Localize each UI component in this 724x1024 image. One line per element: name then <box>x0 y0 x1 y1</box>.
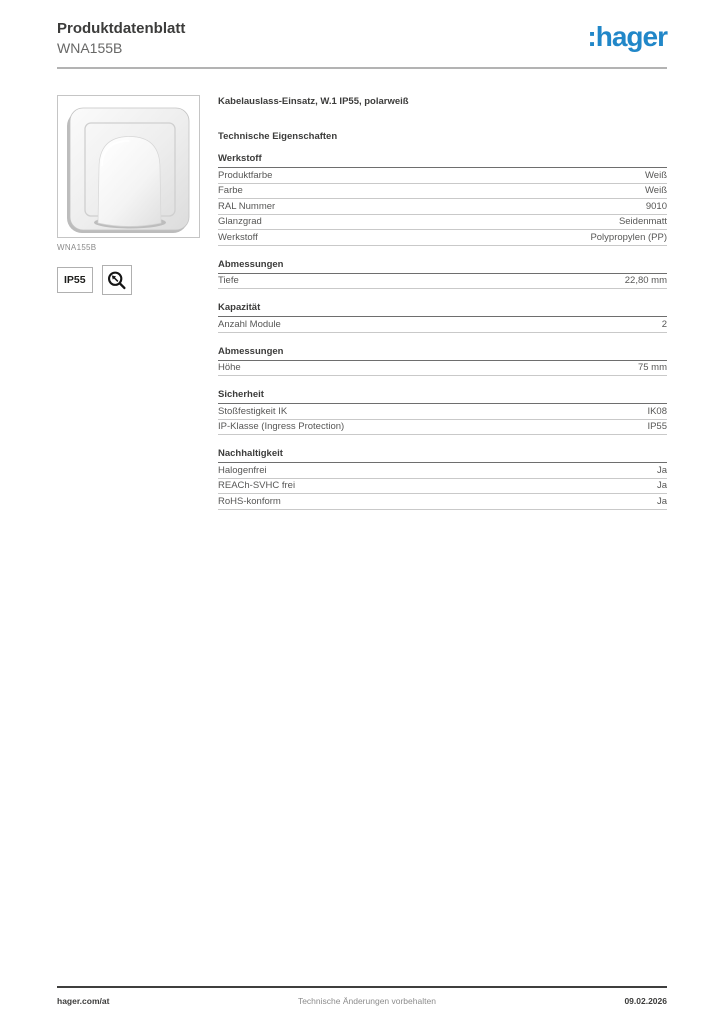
spec-value: Weiß <box>645 185 667 197</box>
spec-section <box>218 346 667 377</box>
spec-value: Weiß <box>645 169 667 181</box>
spec-value: 9010 <box>645 200 667 212</box>
spec-label: Glanzgrad <box>218 216 262 228</box>
zoom-detail-button[interactable] <box>102 265 132 295</box>
page-footer <box>57 986 667 1006</box>
footer-website-link[interactable]: hager.com/at <box>57 996 110 1006</box>
section-title: Abmessungen <box>218 259 667 274</box>
hager-logo: :hager <box>587 21 667 52</box>
specs-sections <box>218 153 667 510</box>
page-header <box>57 20 667 57</box>
section-title: Kapazität <box>218 302 667 317</box>
spec-row <box>218 199 667 215</box>
spec-row <box>218 494 667 510</box>
section-title: Sicherheit <box>218 389 667 404</box>
product-image <box>57 95 200 238</box>
spec-value: Seidenmatt <box>618 216 667 228</box>
magnifier-icon <box>106 270 127 291</box>
main-content <box>57 95 667 510</box>
section-title: Abmessungen <box>218 346 667 361</box>
spec-value: 75 mm <box>637 362 667 374</box>
spec-row <box>218 463 667 479</box>
specs-column <box>218 95 667 510</box>
page-title: Produktdatenblatt <box>57 20 186 37</box>
cable-outlet-illustration <box>58 96 199 237</box>
spec-label: Farbe <box>218 185 243 197</box>
spec-label: Höhe <box>218 362 241 374</box>
spec-value: Ja <box>656 480 667 492</box>
spec-section <box>218 389 667 435</box>
spec-label: REACh-SVHC frei <box>218 480 296 492</box>
spec-section <box>218 153 667 246</box>
ip-rating-badge: IP55 <box>57 267 93 294</box>
spec-label: Tiefe <box>218 275 239 287</box>
spec-value: IK08 <box>647 405 667 417</box>
spec-value: Polypropylen (PP) <box>590 231 667 243</box>
footer-notice: Technische Änderungen vorbehalten <box>297 996 436 1006</box>
spec-row <box>218 361 667 377</box>
spec-row <box>218 404 667 420</box>
spec-value: Ja <box>656 464 667 476</box>
spec-row <box>218 274 667 290</box>
spec-row <box>218 230 667 246</box>
spec-section <box>218 259 667 290</box>
spec-value: 2 <box>661 318 667 330</box>
spec-row <box>218 215 667 231</box>
spec-row <box>218 168 667 184</box>
spec-label: RoHS-konform <box>218 495 281 507</box>
header-titles <box>57 20 185 57</box>
spec-value: IP55 <box>647 421 667 433</box>
product-code: WNA155B <box>57 39 123 56</box>
product-image-caption: WNA155B <box>57 243 97 252</box>
spec-label: Werkstoff <box>218 231 258 243</box>
spec-section <box>218 448 667 510</box>
spec-label: Produktfarbe <box>218 169 273 181</box>
spec-row <box>218 184 667 200</box>
spec-value: 22,80 mm <box>624 275 667 287</box>
spec-row <box>218 479 667 495</box>
spec-label: IP-Klasse (Ingress Protection) <box>218 421 345 433</box>
section-rows <box>218 404 667 435</box>
section-rows <box>218 168 667 246</box>
footer-date: 09.02.2026 <box>624 996 667 1006</box>
header-divider <box>57 67 667 69</box>
section-rows <box>218 317 667 333</box>
spec-label: RAL Nummer <box>218 200 276 212</box>
section-title: Nachhaltigkeit <box>218 448 667 463</box>
spec-value: Ja <box>656 495 667 507</box>
spec-label: Anzahl Module <box>218 318 281 330</box>
specs-heading: Technische Eigenschaften <box>218 131 338 143</box>
product-media-column <box>57 95 200 510</box>
spec-row <box>218 420 667 436</box>
spec-row <box>218 317 667 333</box>
spec-label: Stoßfestigkeit IK <box>218 405 288 417</box>
spec-label: Halogenfrei <box>218 464 267 476</box>
section-title: Werkstoff <box>218 153 667 168</box>
section-rows <box>218 274 667 290</box>
product-title: Kabelauslass-Einsatz, W.1 IP55, polarweiß <box>218 96 409 107</box>
spec-section <box>218 302 667 333</box>
section-rows <box>218 463 667 510</box>
badge-row <box>57 265 200 295</box>
section-rows <box>218 361 667 377</box>
